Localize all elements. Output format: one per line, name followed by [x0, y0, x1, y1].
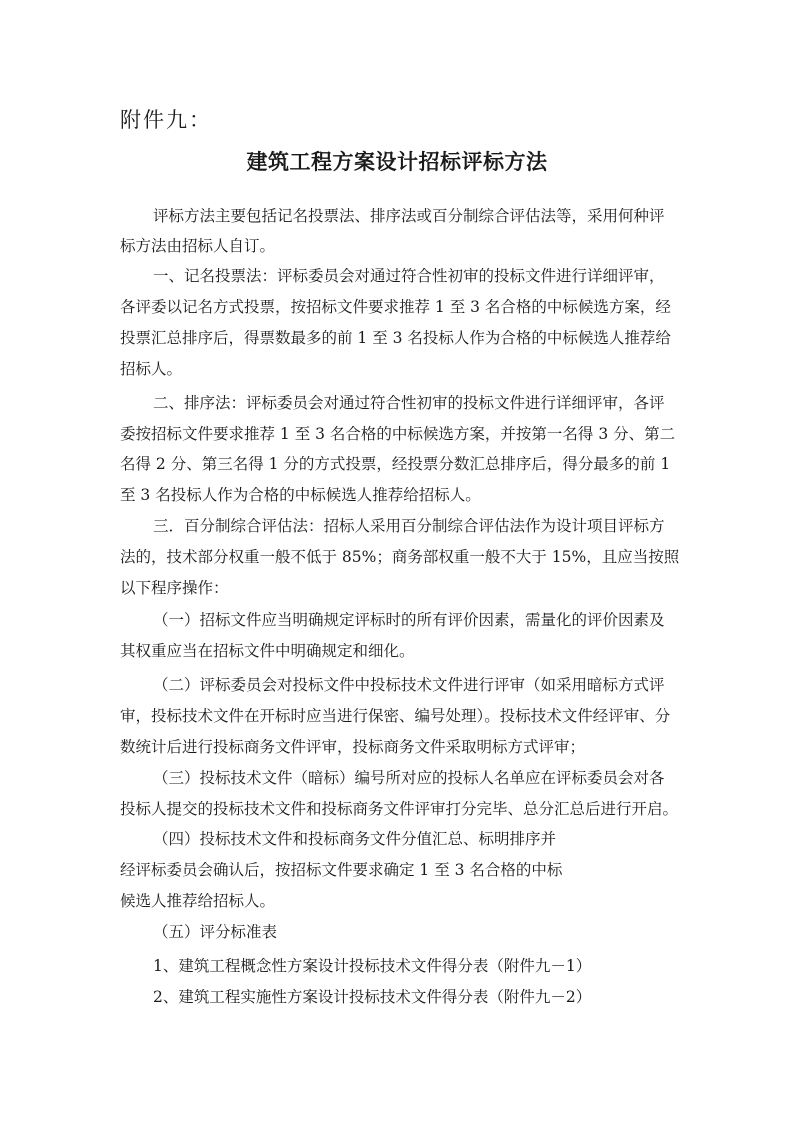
- paragraph-line: 数统计后进行投标商务文件评审，投标商务文件采取明标方式评审；: [120, 738, 586, 756]
- paragraph-line: 名得 2 分、第三名得 1 分的方式投票，经投票分数汇总排序后，得分最多的前 1: [120, 455, 671, 473]
- paragraph-line: 其权重应当在招标文件中明确规定和细化。: [120, 642, 415, 660]
- paragraph-line: 评标方法主要包括记名投票法、排序法或百分制综合评估法等，采用何种评: [153, 207, 665, 225]
- paragraph-line: 各评委以记名方式投票，按招标文件要求推荐 1 至 3 名合格的中标候选方案，经: [120, 298, 671, 316]
- paragraph-line: 投标人提交的投标技术文件和投标商务文件评审打分完毕、总分汇总后进行开启。: [120, 800, 679, 818]
- paragraph-line: 审，投标技术文件在开标时应当进行保密、编号处理）。投标技术文件经评审、分: [120, 707, 671, 725]
- paragraph-line: 三．百分制综合评估法：招标人采用百分制综合评估法作为设计项目评标方: [153, 517, 665, 535]
- paragraph-line: 至 3 名投标人作为合格的中标候选人推荐给招标人。: [120, 486, 481, 504]
- paragraph-line: （三）投标技术文件（暗标）编号所对应的投标人名单应在评标委员会对各: [153, 769, 665, 787]
- paragraph-line: 以下程序操作：: [120, 579, 229, 597]
- paragraph-line: 标方法由招标人自订。: [120, 237, 276, 255]
- paragraph-line: 投票汇总排序后，得票数最多的前 1 至 3 名投标人作为合格的中标候选人推荐给: [120, 329, 671, 347]
- paragraph-line: 2、建筑工程实施性方案设计投标技术文件得分表（附件九－2）: [153, 988, 592, 1006]
- attachment-label: 附件九：: [120, 108, 212, 132]
- paragraph-line: （二）评标委员会对投标文件中投标技术文件进行评审（如采用暗标方式评: [153, 676, 665, 694]
- paragraph-line: 招标人。: [120, 360, 183, 378]
- paragraph-line: 候选人推荐给招标人。: [120, 892, 276, 910]
- document-title: 建筑工程方案设计招标评标方法: [246, 150, 548, 174]
- paragraph-line: （一）招标文件应当明确规定评标时的所有评价因素，需量化的评价因素及: [153, 611, 665, 629]
- paragraph-line: 1、建筑工程概念性方案设计投标技术文件得分表（附件九－1）: [153, 957, 592, 975]
- paragraph-line: （五）评分标准表: [153, 923, 278, 941]
- paragraph-line: 二、排序法：评标委员会对通过符合性初审的投标文件进行详细评审，各评: [153, 394, 665, 412]
- paragraph-line: 经评标委员会确认后，按招标文件要求确定 1 至 3 名合格的中标: [120, 861, 563, 879]
- paragraph-line: 法的，技术部分权重一般不低于 85%；商务部权重一般不大于 15%，且应当按照: [120, 548, 680, 566]
- paragraph-line: （四）投标技术文件和投标商务文件分值汇总、标明排序并: [153, 830, 557, 848]
- paragraph-line: 委按招标文件要求推荐 1 至 3 名合格的中标候选方案，并按第一名得 3 分、第二: [120, 425, 676, 443]
- paragraph-line: 一、记名投票法：评标委员会对通过符合性初审的投标文件进行详细评审，: [153, 267, 665, 285]
